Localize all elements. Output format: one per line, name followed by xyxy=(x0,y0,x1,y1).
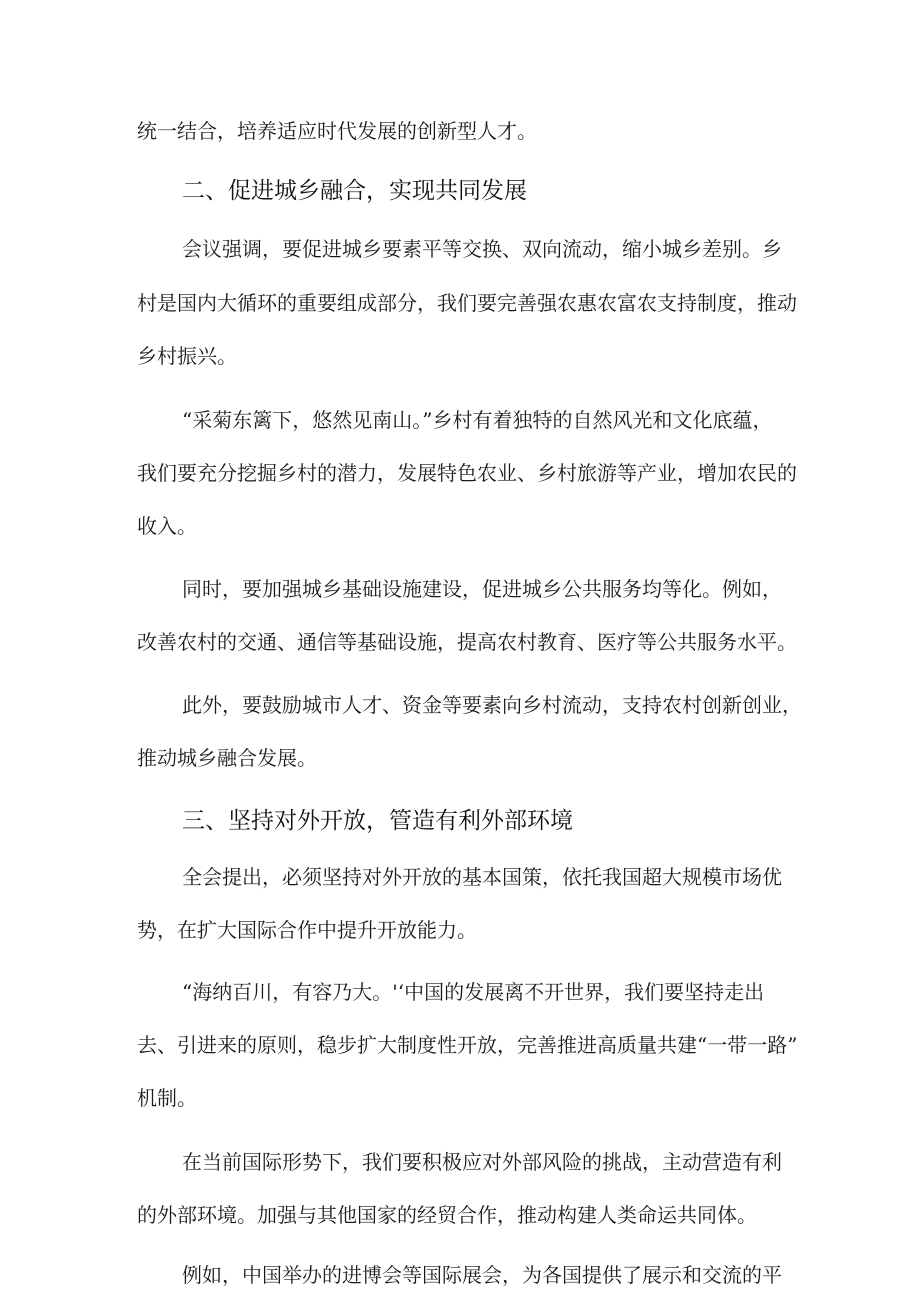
paragraph-line: 收入。 xyxy=(137,514,197,538)
line-text: 例如，中国举办的进博会等国际展会，为各国提供了展示和交流的平 xyxy=(182,1263,782,1287)
paragraph-line xyxy=(137,460,797,486)
line-text: 全会提出，必须坚持对外开放的基本国策，依托我国超大规模市场优 xyxy=(182,865,782,889)
line-text: 村是国内大循环的重要组成部分，我们要完善强农惠农富农支持制度，推动 xyxy=(137,291,797,315)
paragraph-line xyxy=(182,1262,780,1288)
line-text: 同时，要加强城乡基础设施建设，促进城乡公共服务均等化。例如， xyxy=(182,577,782,601)
paragraph-line: 的外部环境。加强与其他国家的经贸合作，推动构建人类命运共同体。 xyxy=(137,1203,757,1227)
paragraph-line xyxy=(137,290,797,316)
paragraph-line xyxy=(182,407,780,433)
paragraph-line: 改善农村的交通、通信等基础设施，提高农村教育、医疗等公共服务水平。 xyxy=(137,630,797,654)
line-text: 此外，要鼓励城市人才、资金等要素向乡村流动，支持农村创新创业， xyxy=(182,693,802,717)
paragraph-line xyxy=(182,1149,780,1175)
section-heading-3: 三、坚持对外开放，管造有利外部环境 xyxy=(182,808,573,834)
paragraph-line xyxy=(182,576,782,602)
paragraph-line xyxy=(182,692,802,718)
line-text: 会议强调，要促进城乡要素平等交换、双向流动，缩小城乡差别。乡 xyxy=(182,237,782,261)
line-text: “海纳百川，有容乃大。'‘中国的发展离不开世界，我们要坚持走出 xyxy=(182,980,765,1004)
paragraph-line xyxy=(182,864,780,890)
paragraph-line: 势，在扩大国际合作中提升开放能力。 xyxy=(137,918,477,942)
paragraph-line: 机制。 xyxy=(137,1086,197,1110)
line-text: “采菊东篱下，悠然见南山。”乡村有着独特的自然风光和文化底蕴， xyxy=(182,408,773,432)
line-text: 我们要充分挖掘乡村的潜力，发展特色农业、乡村旅游等产业，增加农民的 xyxy=(137,461,797,485)
line-text: 在当前国际形势下，我们要积极应对外部风险的挑战，主动营造有利 xyxy=(182,1150,782,1174)
paragraph-line xyxy=(137,1032,798,1058)
paragraph-line: 统一结合，培养适应时代发展的创新型人才。 xyxy=(137,119,537,143)
line-text: 去、引进来的原则，稳步扩大制度性开放，完善推进高质量共建“一带一路” xyxy=(137,1033,798,1057)
paragraph-line xyxy=(182,979,780,1005)
paragraph-line: 推动城乡融合发展。 xyxy=(137,746,317,770)
paragraph-line xyxy=(182,236,780,262)
paragraph-line: 乡村振兴。 xyxy=(137,344,237,368)
section-heading-2: 二、促进城乡融合，实现共同发展 xyxy=(182,178,527,204)
